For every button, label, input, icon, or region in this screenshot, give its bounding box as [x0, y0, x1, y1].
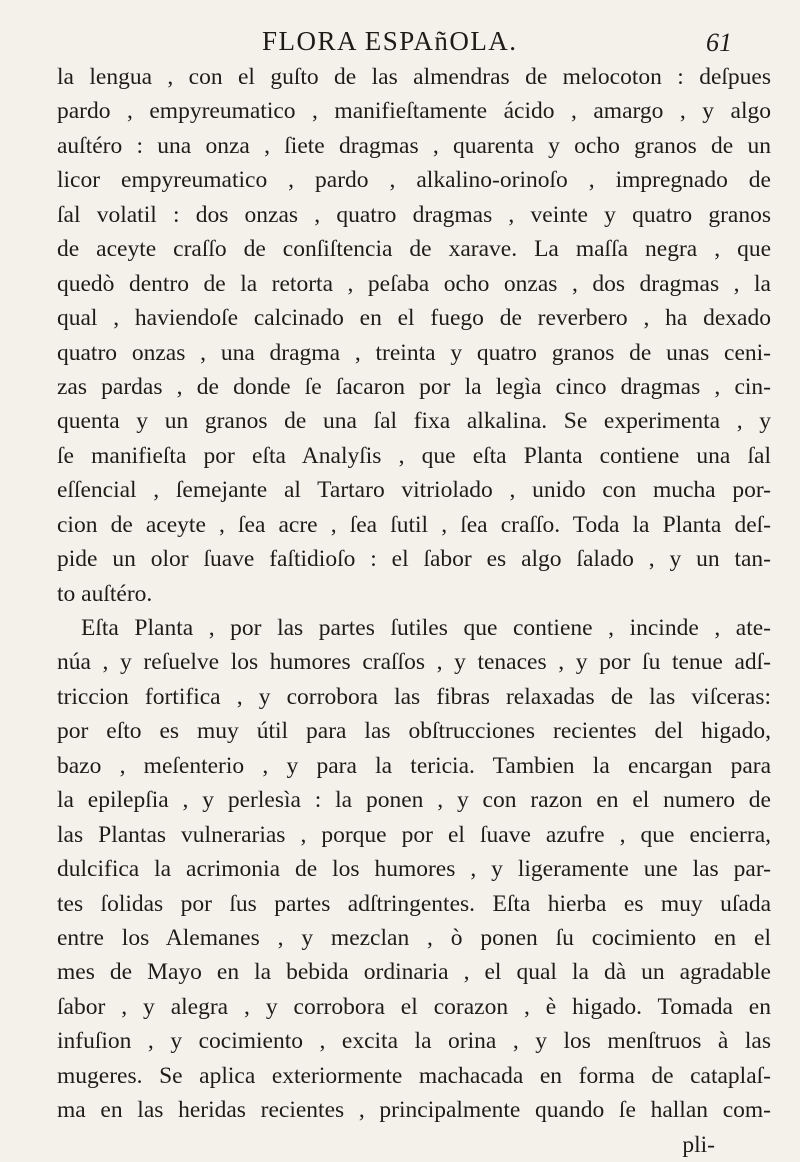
- text-line: de aceyte craſſo de conſiſtencia de xarave. La maſſa negra , que: [57, 236, 771, 263]
- text-line: cion de aceyte , ſea acre , ſea ſutil , ſea craſſo. Toda la Planta deſ-: [57, 511, 771, 538]
- text-line: infuſion , y cocimiento , excita la orina , y los menſtruos à las: [57, 1028, 771, 1055]
- body-text: [57, 60, 771, 1162]
- text-line: ſabor , y alegra , y corrobora el corazon , è higado. Tomada en: [57, 993, 771, 1020]
- text-line: por eſto es muy útil para las obſtrucciones recientes del higado,: [57, 718, 771, 745]
- page-number: 61: [706, 28, 732, 57]
- text-line: ſal volatil : dos onzas , quatro dragmas , veinte y quatro granos: [57, 201, 771, 228]
- text-line: la epilepſia , y perlesìa : la ponen , y con razon en el numero de: [57, 787, 771, 814]
- text-line: dulcifica la acrimonia de los humores , y ligeramente une las par-: [57, 856, 771, 883]
- text-line: quenta y un granos de una ſal fixa alkalina. Se experimenta , y: [57, 408, 771, 435]
- text-line: mes de Mayo en la bebida ordinaria , el qual la dà un agradable: [57, 959, 771, 986]
- text-line: la lengua , con el guſto de las almendras de melocoton : deſpues: [57, 64, 771, 90]
- text-line: ma en las heridas recientes , principalmente quando ſe hallan com-: [57, 1097, 771, 1124]
- text-line: núa , y reſuelve los humores craſſos , y tenaces , y por ſu tenue adſ-: [57, 649, 771, 676]
- text-line: tes ſolidas por ſus partes adſtringentes. Eſta hierba es muy uſada: [57, 890, 771, 917]
- paragraph-start-line: Eſta Planta , por las partes ſutiles que contiene , incinde , ate-: [81, 615, 771, 641]
- text-line: entre los Alemanes , y mezclan , ò ponen ſu cocimiento en el: [57, 924, 771, 951]
- paragraph-end-line: to auſtéro.: [57, 580, 153, 607]
- text-line: licor empyreumatico , pardo , alkalino-orinoſo , impregnado de: [57, 167, 771, 194]
- text-line: eſſencial , ſemejante al Tartaro vitriolado , unido con mucha por-: [57, 477, 771, 504]
- text-line: qual , haviendoſe calcinado en el fuego de reverbero , ha dexado: [57, 305, 771, 332]
- text-line: las Plantas vulnerarias , porque por el ſuave azufre , que encierra,: [57, 821, 771, 848]
- text-line: pardo , empyreumatico , manifieſtamente ácido , amargo , y algo: [57, 98, 771, 125]
- text-line: quedò dentro de la retorta , peſaba ocho onzas , dos dragmas , la: [57, 270, 771, 297]
- text-line: pide un olor ſuave faſtidioſo : el ſabor es algo ſalado , y un tan-: [57, 546, 771, 573]
- running-title: FLORA ESPAñOLA.: [262, 26, 518, 56]
- catchword: pli-: [682, 1131, 715, 1158]
- text-line: bazo , meſenterio , y para la tericia. Tambien la encargan para: [57, 752, 771, 779]
- text-line: quatro onzas , una dragma , treinta y quatro granos de unas ceni-: [57, 339, 771, 366]
- text-line: auſtéro : una onza , ſiete dragmas , quarenta y ocho granos de un: [57, 132, 771, 159]
- text-line: mugeres. Se aplica exteriormente machacada en forma de cataplaſ-: [57, 1062, 771, 1089]
- text-line: ſe manifieſta por eſta Analyſis , que eſta Planta contiene una ſal: [57, 442, 771, 469]
- text-line: zas pardas , de donde ſe ſacaron por la legìa cinco dragmas , cin-: [57, 373, 771, 400]
- text-line: triccion fortifica , y corrobora las fibras relaxadas de las viſceras:: [57, 683, 771, 710]
